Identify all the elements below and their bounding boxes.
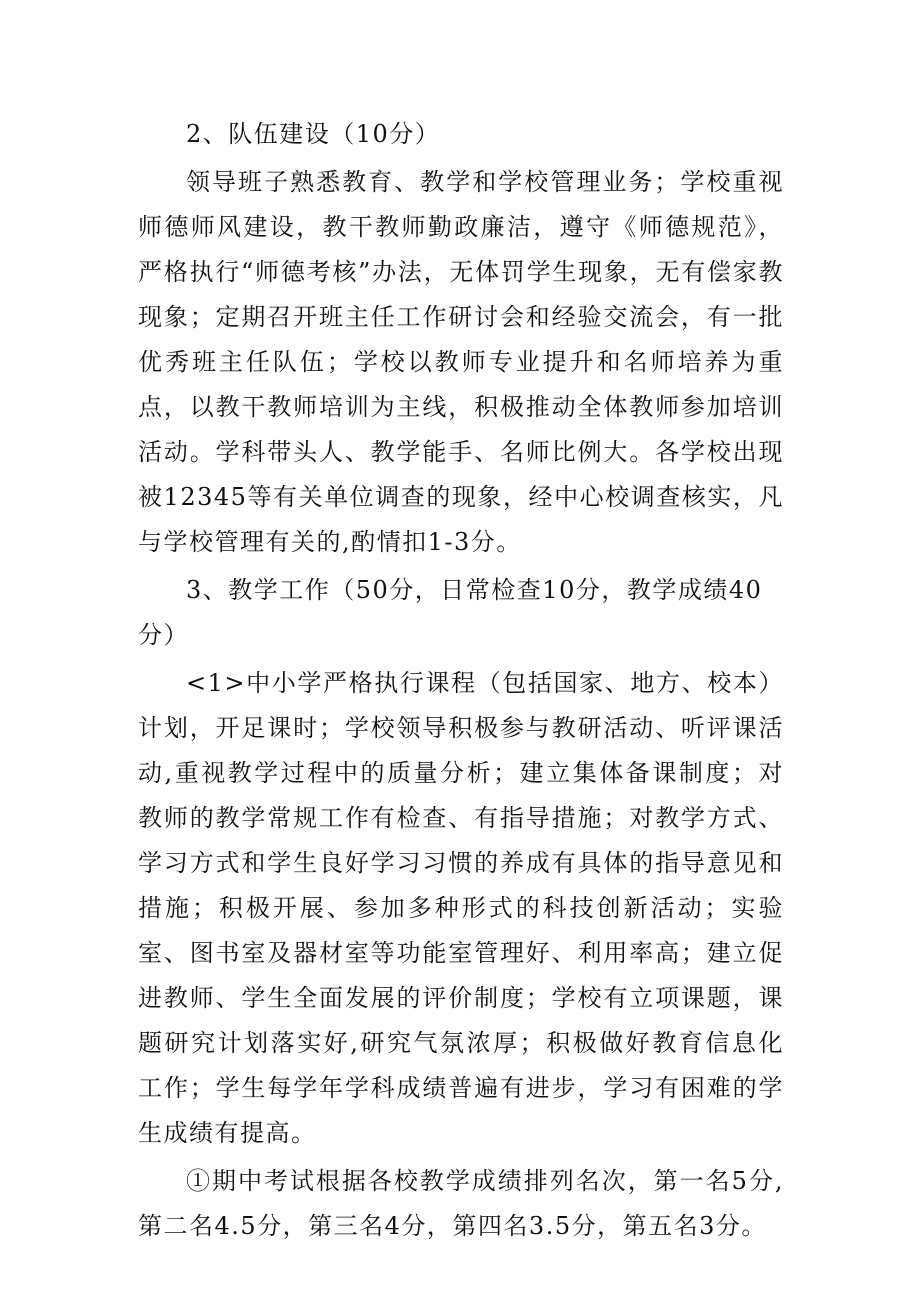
document-page [138,112,784,1249]
paragraph-teaching-item1: <1>中小学严格执行课程（包括国家、地方、校本）计划，开足课时；学校领导积极参与教研活动、听评课活动,重视教学过程中的质量分析；建立集体备课制度；对教师的教学常规工作有检查、有指导措施；对教学方式、学习方式和学生良好学习习惯的养成有具体的指导意见和措施；积极开展、参加多种形式的科技创新活动；实验室、图书室及器材室等功能室管理好、利用率高；建立促进教师、学生全面发展的评价制度；学校有立项课题，课题研究计划落实好,研究气氛浓厚；积极做好教育信息化工作；学生每学年学科成绩普遍有进步，学习有困难的学生成绩有提高。 [138,669,784,1147]
paragraph-team-body: 领导班子熟悉教育、教学和学校管理业务；学校重视师德师风建设，教干教师勤政廉洁，遵守《师德规范》，严格执行“师德考核”办法，无体罚学生现象，无有偿家教现象；定期召开班主任工作研讨会和经验交流会，有一批优秀班主任队伍；学校以教师专业提升和名师培养为重点，以教干教师培训为主线，积极推动全体教师参加培训活动。学科带头人、教学能手、名师比例大。各学校出现被12345等有关单位调查的现象，经中心校调查核实，凡与学校管理有关的,酌情扣1-3分。 [138,168,784,556]
section-heading-team: 2、队伍建设（10分） [186,120,441,148]
section-heading-teaching: 3、教学工作（50分，日常检查10分，教学成绩40分） [138,576,763,649]
paragraph-midterm-scoring: ①期中考试根据各校教学成绩排列名次，第一名5分,第二名4.5分，第三名4分，第四名3.5分，第五名3分。 [138,1167,784,1240]
